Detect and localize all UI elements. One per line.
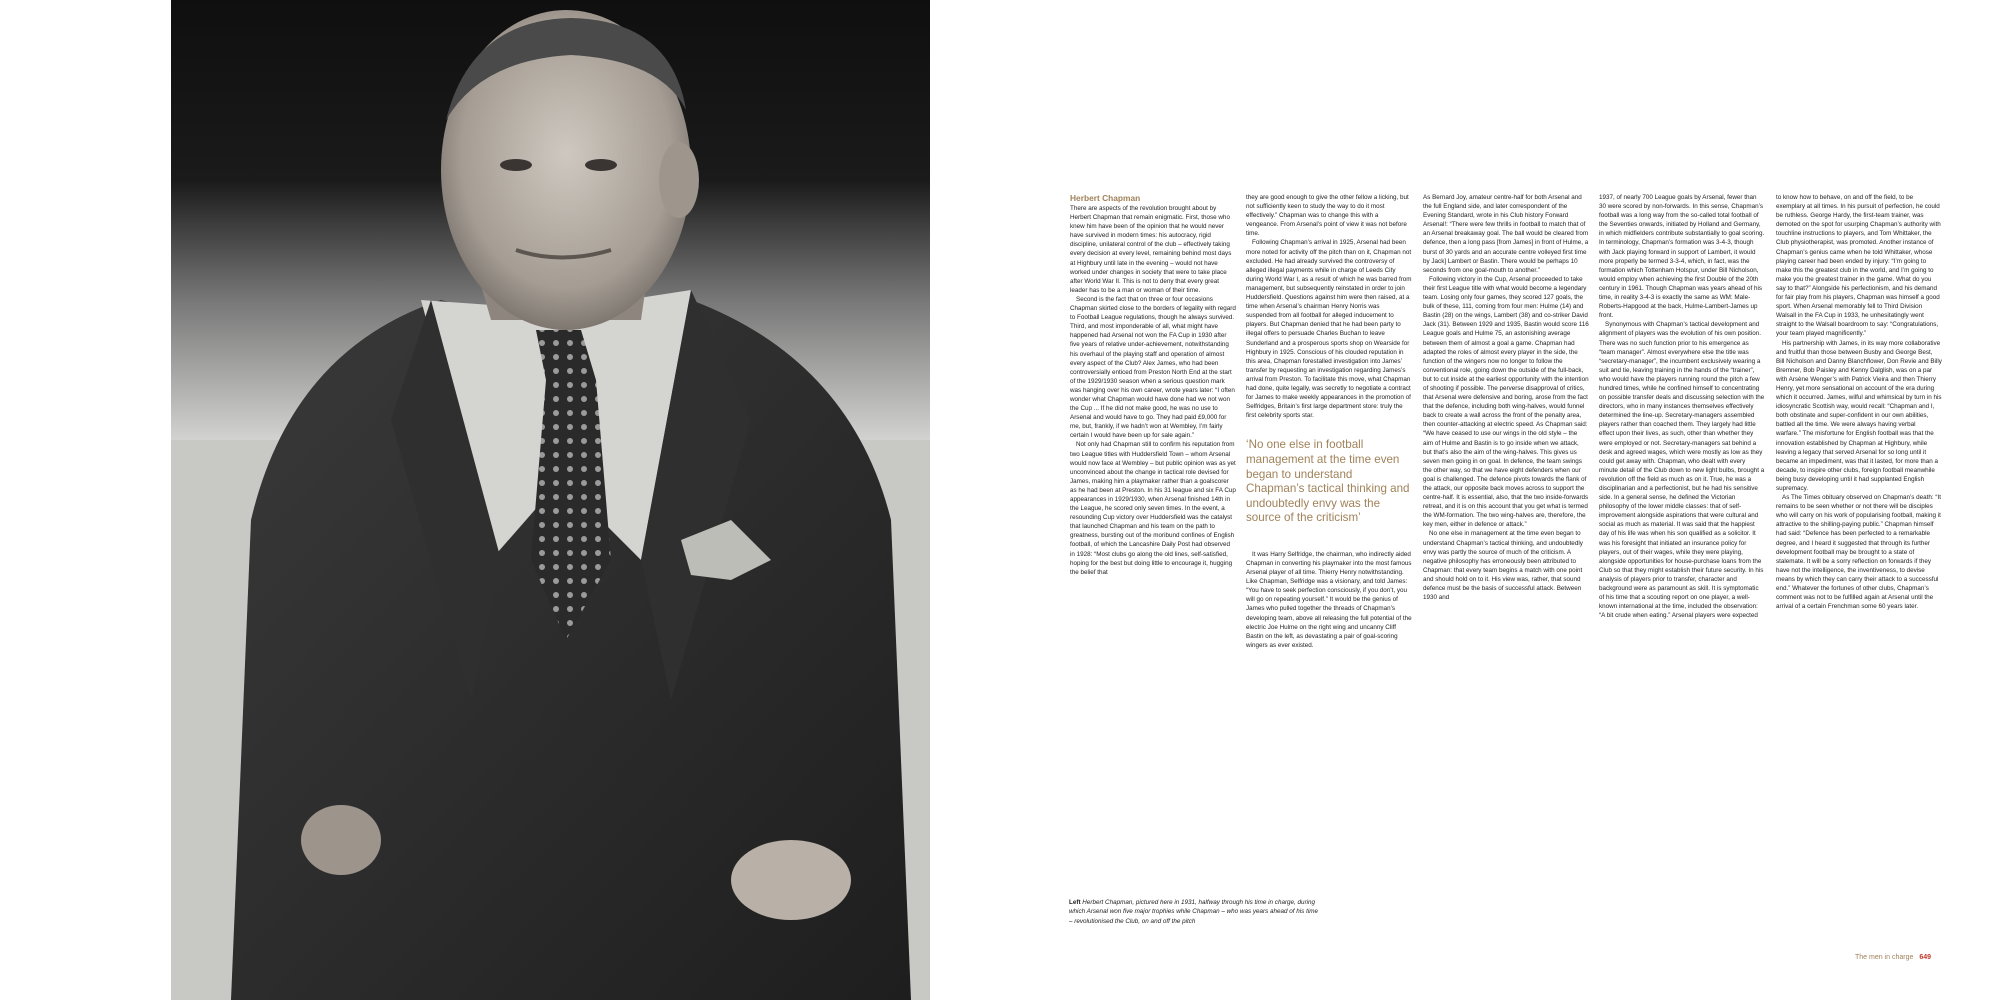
article-column-4 [1599, 193, 1765, 620]
section-name: The men in charge [1854, 954, 1914, 961]
paragraph: Following victory in the Cup, Arsenal proceeded to take their first League title with what would become a legendary team. Losing only four games, they scored 127 goals, the bulk of these, 111, coming from four men: Hulme (14) and Bastin (28) on the wings, Lambert (38) and co-striker David Jack (31). Between 1929 and 1935, Bastin would score 116 League goals and Hulme 75, an astonishing average between them of almost a goal a game. Chapman had adapted the roles of almost every player in the side, the function of the wingers now no longer to follow the conventional role, going down the outside of the full-back, but to cut inside at the earliest opportunity with the intention of shooting if possible. The perverse disapproval of critics, that Arsenal were defensive and boring, arose from the fact that the defence, including both wing-halves, would funnel back to create a wall across the front of the penalty area, then counter-attacking at electric speed. As Chapman said: “We have ceased to use our wings in the old style – the aim of Hulme and Bastin is to go inside when we attack, but that’s also the aim of the wing-halves. This gives us seven men going in on goal. In defence, the team swings the other way, so that we have eight defenders when our goal is challenged. The defence pivots towards the flank of the attack, our opposite back moves across to support the centre-half. It is essential, also, that the two inside-forwards retreat, and it is on this account that you get what is termed the WM-formation. The two wing-halves are, therefore, the key men, either in defence or attack.” [1423, 275, 1589, 529]
page-footer [1855, 954, 1931, 961]
paragraph: they are good enough to give the other fellow a licking, but not sufficiently keen to study the way to do it most effectively.” Chapman was to change this with a vengeance. From Arsenal’s point of view it was not before time. [1246, 194, 1409, 238]
article-column-5 [1776, 193, 1942, 611]
article-column-1 [1070, 193, 1236, 577]
pull-quote: ‘No one else in football management at the time even began to understand Chapman’s tactical thinking and undoubtedly envy was the source of the criticism’ [1246, 438, 1410, 525]
paragraph: Second is the fact that on three or four occasions Chapman skirted close to the borders of legality with regard to Football League regulations, though he always survived. Third, and most imponderable of all, what might have happened had Arsenal not won the FA Cup in 1930 after five years of relative under-achievement, notwithstanding his overhaul of the playing staff and operation of almost every aspect of the Club? Alex James, who had been controversially enticed from Preston North End at the start of the 1929/1930 season when a serious question mark was hanging over his own career, wrote years later: “I often wonder what Chapman would have done had we not won the Cup ... If he did not make good, he was no use to Arsenal and would have to go. They had paid £9,000 for me, but, frankly, if we hadn’t won at Wembley, I’m fairly certain I would have been up for sale again.” [1070, 295, 1236, 440]
paragraph: As The Times obituary observed on Chapman’s death: “It remains to be seen whether or not there will be disciples who will carry on his work of popularising football, making it attractive to the shilling-paying public.” Chapman himself had said: “Defence has been perfected to a remarkable degree, and I heard it suggested that through its further development football may be brought to a state of stalemate. It will be a sorry reflection on forwards if they have not the intelligence, the inventiveness, to devise means by which they can carry their attack to a successful end.” Whatever the fortunes of other clubs, Chapman’s comment was not to be fulfilled again at Arsenal until the arrival of a certain Frenchman some 60 years later. [1776, 494, 1942, 611]
paragraph: There are aspects of the revolution brought about by Herbert Chapman that remain enigmatic. First, those who knew him have been of the opinion that he would never have survived in modern times: his autocracy, rigid discipline, unilateral control of the club – effectively taking every decision at every level, remaining behind most days at Highbury until late in the evening – would not have worked under changes in society that were to take place after World War II. This is not to deny that every great leader has to be a man or woman of their time. [1070, 205, 1232, 294]
photo-caption [1069, 898, 1319, 926]
page-number: 649 [1919, 954, 1931, 961]
paragraph: As Bernard Joy, amateur centre-half for both Arsenal and the full England side, and later correspondent of the Evening Standard, wrote in his Club history Forward Arsenal!: “There were few thrills in football to match that of an Arsenal breakaway goal. The ball would be cleared from defence, then a long pass [from James] in front of Hulme, a burst of 30 yards and an accurate centre volleyed first time by Jack] Lambert or Bastin. There would be perhaps 10 seconds from one goal-mouth to another.” [1423, 194, 1589, 274]
article-heading: Herbert Chapman [1070, 193, 1141, 203]
caption-label: Left [1069, 899, 1081, 906]
paragraph: His partnership with James, in its way more collaborative and fruitful than those between Busby and George Best, Bill Nicholson and Danny Blanchflower, Don Revie and Billy Bremner, Bob Paisley and Kenny Dalglish, was on a par with Arsène Wenger’s with Patrick Vieira and then Thierry Henry, yet more sensational on account of the era during which it occurred. James, wilful and whimsical by turn in his idiosyncratic Scottish way, would recall: “Chapman and I, both obstinate and super-confident in our own abilities, battled all the time. We were always having verbal warfare.” The misfortune for English football was that the innovation established by Chapman at Highbury, while leaving a legacy that served Arsenal for so long until it became an impediment, was that it lasted, for more than a decade, to inspire other clubs, foreign football meanwhile being busy developing until it had supplanted English supremacy. [1776, 339, 1942, 492]
paragraph: Not only had Chapman still to confirm his reputation from two League titles with Huddersfield Town – whom Arsenal would now face at Wembley – but public opinion was as yet unconvinced about the change in tactical role devised for James, making him a playmaker rather than a goalscorer as he had been at Preston. In his 31 league and six FA Cup appearances in 1929/1930, when Arsenal finished 14th in the League, he scored only seven times. In the event, a resounding Cup victory over Huddersfield was the catalyst that launched Chapman and his team on the path to greatness, bursting out of the moribund confines of English football, of which the Lancashire Daily Post had observed in 1928: “Most clubs go along the old lines, self-satisfied, hoping for the best but doing little to encourage it, hugging the belief that [1070, 441, 1236, 576]
paragraph: 1937, of nearly 700 League goals by Arsenal, fewer than 30 were scored by non-forwards. In this sense, Chapman’s football was a long way from the so-called total football of the Seventies onwards, initiated by Holland and Germany, in which midfielders contribute substantially to goal scoring. In terminology, Chapman’s formation was 3-4-3, though with Jack playing forward in support of Lambert, it would more properly be termed 3-3-4, which, in fact, was the formation which Tottenham Hotspur, under Bill Nicholson, would employ when achieving the first Double of the 20th century in 1961. Though Chapman was years ahead of his time, in reality 3-4-3 is exactly the same as WM: Male-Roberts-Hapgood at the back, Hulme-Lambert-James up front. [1599, 194, 1765, 320]
article-column-2 [1246, 193, 1412, 650]
paragraph: It was Harry Selfridge, the chairman, who indirectly aided Chapman in converting his playmaker into the most famous Arsenal player of all time. Thierry Henry notwithstanding. Like Chapman, Selfridge was a visionary, and told James: “You have to seek perfection consciously, if you don’t, you will go on repeating yourself.” It would be the genius of James who pulled together the threads of Chapman’s developing team, above all releasing the full potential of the electric Joe Hulme on the right wing and uncanny Cliff Bastin on the left, as devastating a pair of goal-scoring wingers as ever existed. [1246, 550, 1412, 649]
paragraph: to know how to behave, on and off the field, to be exemplary at all times. In his pursuit of perfection, he could be ruthless. George Hardy, the first-team trainer, was demoted on the spot for usurping Chapman’s authority with touchline instructions to players, and Tom Whittaker, the Club physiotherapist, was promoted. Another instance of Chapman’s genius came when he told Whittaker, whose playing career had been ended by injury: “I’m going to make this the greatest club in the world, and I’m going to make you the greatest trainer in the game. What do you say to that?” Alongside his perfectionism, and his demand for fair play from his players, Chapman was himself a good sport. When Arsenal memorably fell to Third Division Walsall in the FA Cup in 1933, he unhesitatingly went straight to the Walsall boardroom to say: “Congratulations, your team played magnificently.” [1776, 194, 1941, 338]
portrait-photo [171, 0, 930, 1000]
article-column-3 [1423, 193, 1589, 602]
paragraph: Synonymous with Chapman’s tactical development and alignment of players was the evolution of his own position. There was no such function prior to his emergence as “team manager”. Almost everywhere else the title was “secretary-manager”, the incumbent exclusively wearing a suit and tie, leaving training in the hands of the “trainer”, who would have the players running round the pitch a few hundred times, while he confined himself to concentrating on possible transfer deals and discussing selection with the directors, who in many instances themselves effectively determined the line-up. Secretary-managers assembled players rather than coached them. They largely had little effect upon their lives, as such, other than whether they were employed or not. Secretary-managers sat behind a desk and agreed wages, which were mostly as low as they could get away with. Chapman, who dealt with every minute detail of the Club down to new light bulbs, brought a revolution off the field as much as on it. True, he was a disciplinarian and a perfectionist, but he had his sensitive side. In a general sense, he defined the Victorian philosophy of the lower middle classes: that of self-improvement alongside aspirations that were cultural and social as much as material. It was said that the happiest day of his life was when his son qualified as a solicitor. It was his foresight that initiated an insurance policy for players, out of their wages, while they were playing, alongside opportunities for house-purchase loans from the Club so that they might establish their future security. In his analysis of players prior to transfer, character and background were as paramount as skill. It is symptomatic of his time that a scouting report on one player, a well-known international at the time, included the observation: “A bit crude when eating.” Arsenal players were expected [1599, 321, 1765, 620]
paragraph: Following Chapman’s arrival in 1925, Arsenal had been more noted for activity off the pitch than on it, Chapman not excluded. He had already survived the controversy of alleged illegal payments while in charge of Leeds City during World War I, as a result of which he was barred from management, but subsequently reinstated in order to join Huddersfield. Questions against him were then raised, at a time when Arsenal’s chairman Henry Norris was suspended from all football for alleged inducement to players. But Chapman denied that he had been party to illegal offers to persuade Charles Buchan to leave Sunderland and a prosperous sports shop on Wearside for Highbury in 1925. Conscious of his clouded reputation in this area, Chapman forestalled investigation into James’ transfer by requesting an investigation regarding James’s arrival from Preston. To facilitate this move, what Chapman had done, quite legally, was secretly to negotiate a contract for James to make weekly appearances in the promotion of Selfridges, Britain’s first large department store: truly the first celebrity sports star. [1246, 239, 1412, 420]
portrait-illustration [171, 0, 930, 1000]
paragraph: No one else in management at the time even began to understand Chapman’s tactical thinking, and undoubtedly envy was partly the source of much of the criticism. A negative philosophy has erroneously been attributed to Chapman: that every team begins a match with one point and should hold on to it. His view was, rather, that sound defence must be the basis of successful attack. Between 1930 and [1423, 530, 1583, 602]
caption-text: Herbert Chapman, pictured here in 1931, halfway through his time in charge, during which Arsenal won five major trophies while Chapman – who was years ahead of his time – revolutionised the Club, on and off the pitch [1069, 899, 1318, 925]
